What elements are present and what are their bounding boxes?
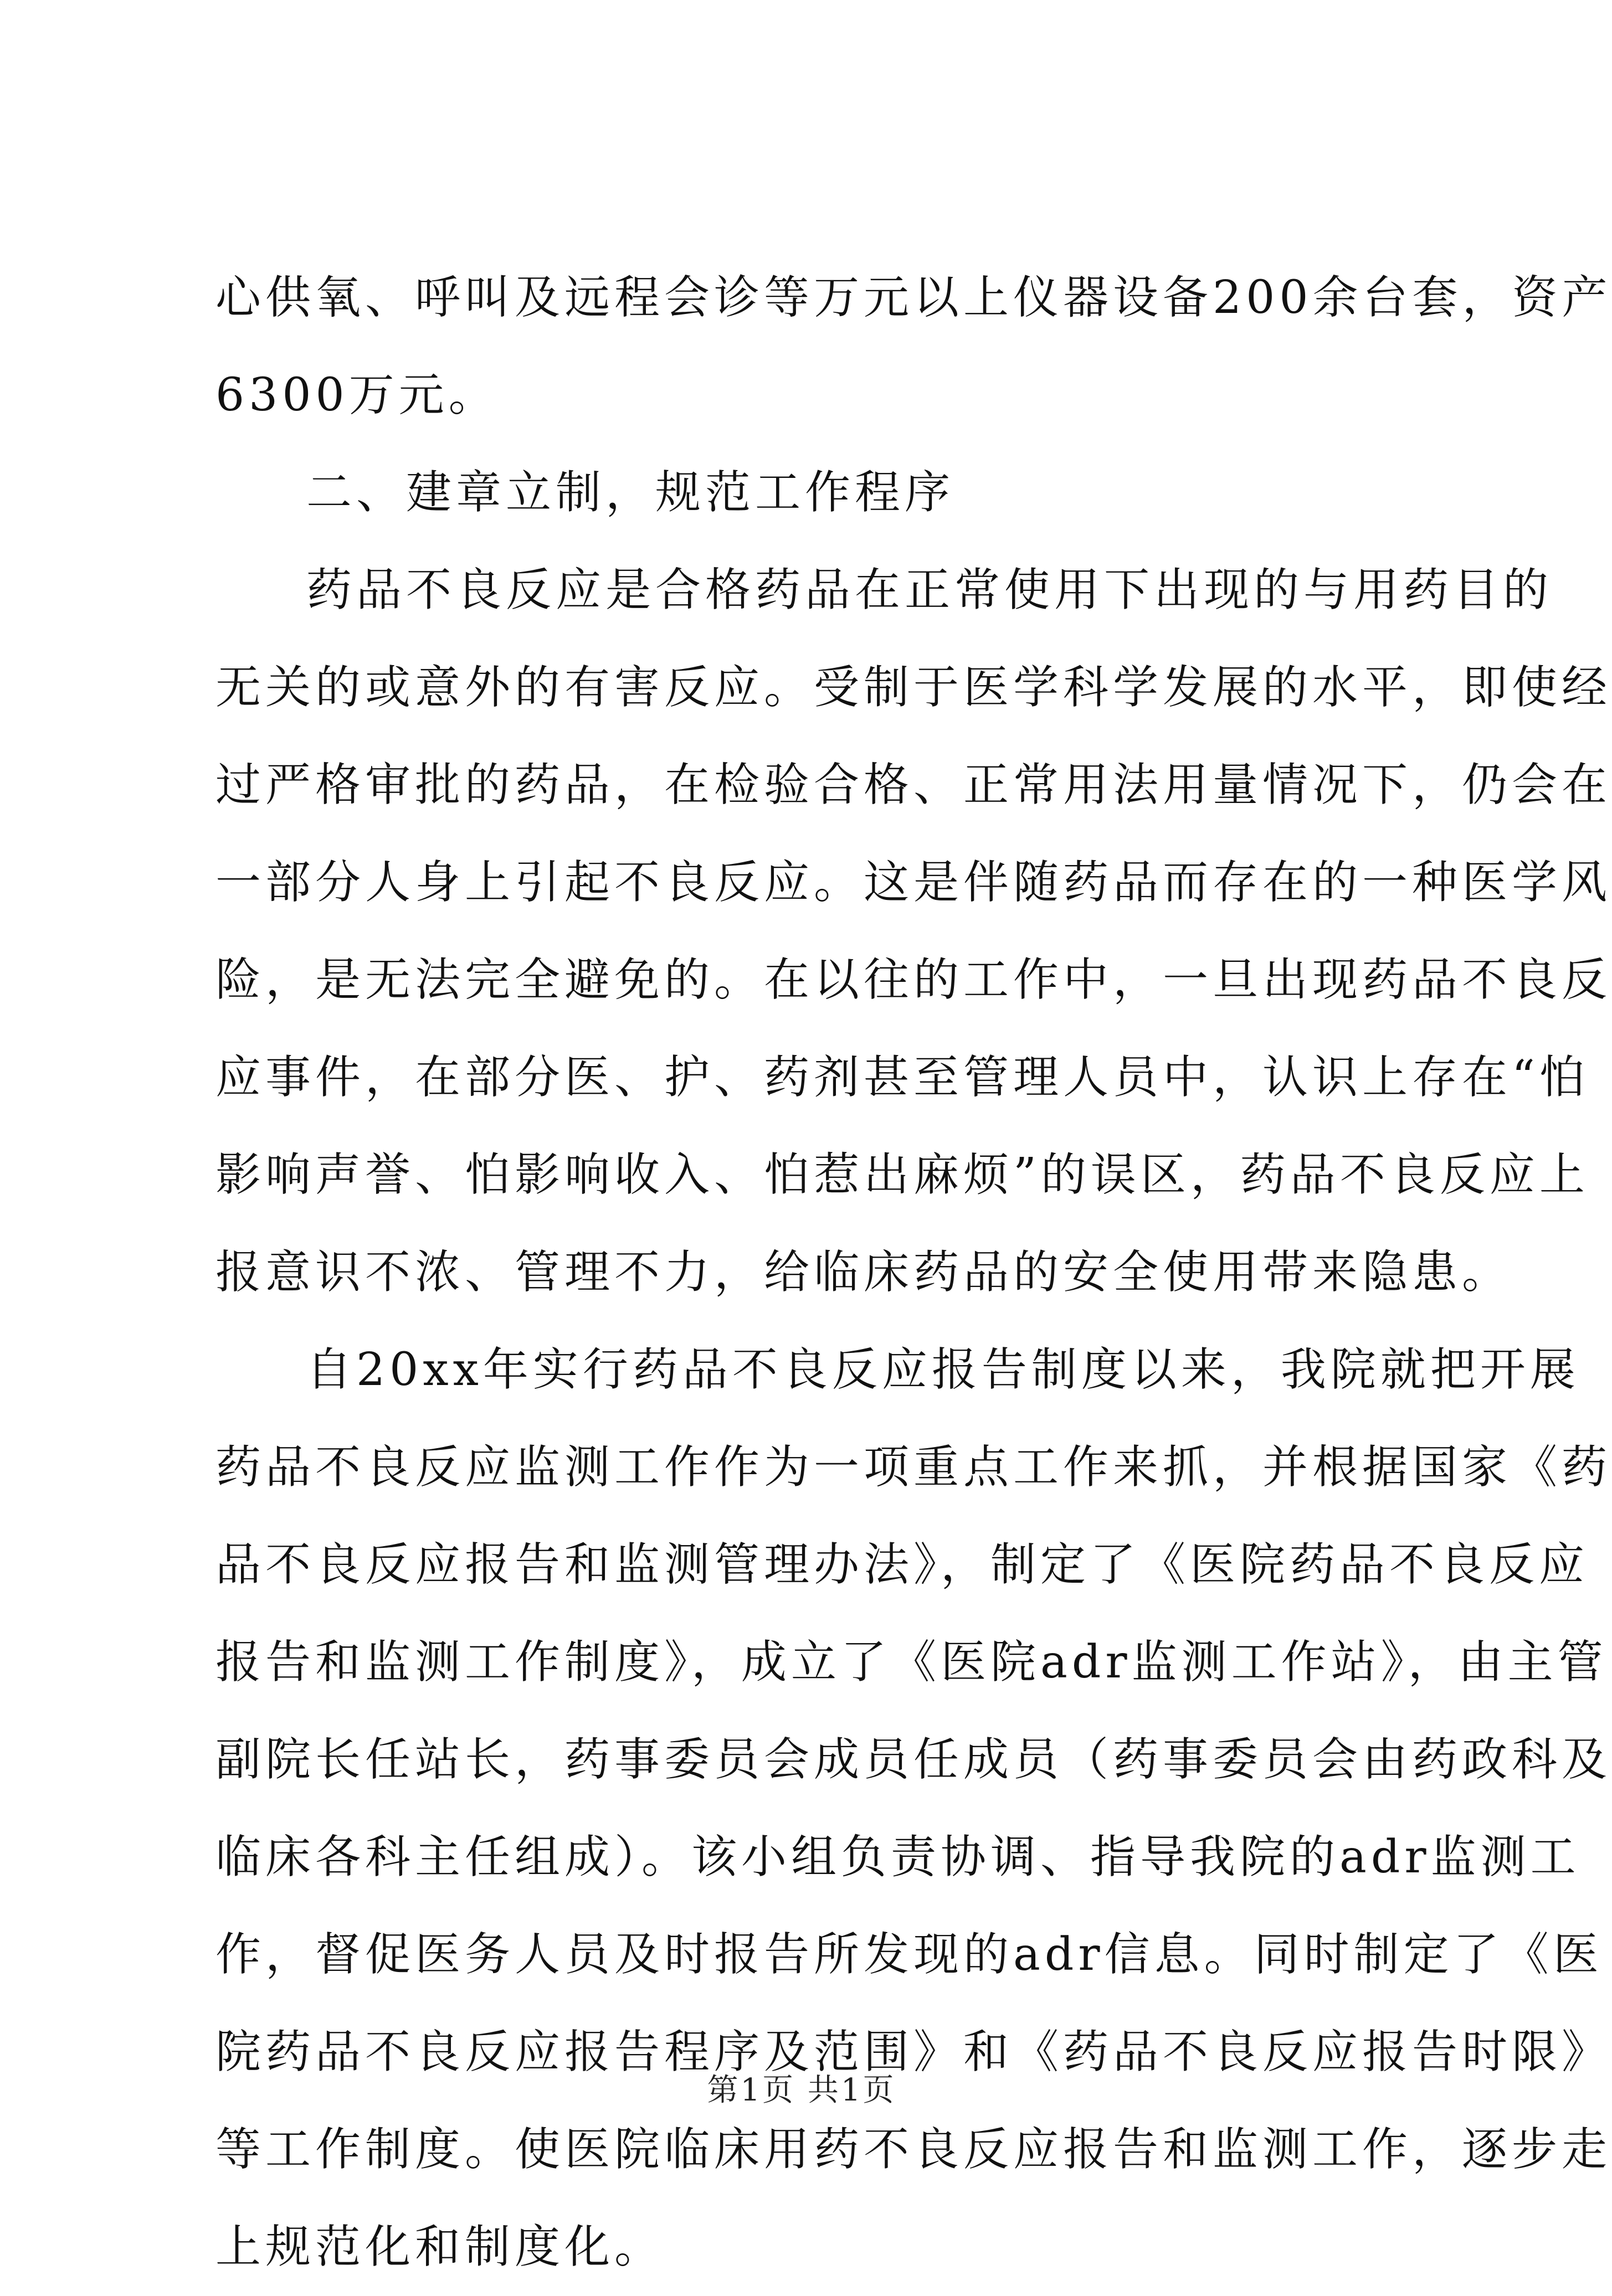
text-line: 等工作制度。使医院临床用药不良反应报告和监测工作，逐步走 xyxy=(215,2123,1612,2176)
text-line: 药品不良反应监测工作作为一项重点工作来抓，并根据国家《药 xyxy=(215,1441,1612,1494)
text-line: 药品不良反应是合格药品在正常使用下出现的与用药目的 xyxy=(306,564,1553,616)
text-line: 报意识不浓、管理不力，给临床药品的安全使用带来隐患。 xyxy=(215,1246,1512,1299)
document-body xyxy=(215,249,1612,2296)
text-line: 应事件，在部分医、护、药剂甚至管理人员中，认识上存在“怕 xyxy=(215,1051,1589,1104)
text-line: 过严格审批的药品，在检验合格、正常用法用量情况下，仍会在 xyxy=(215,759,1612,811)
text-line: 副院长任站长，药事委员会成员任成员（药事委员会由药政科及 xyxy=(215,1733,1612,1786)
text-line: 报告和监测工作制度》，成立了《医院adr监测工作站》，由主管 xyxy=(215,1636,1608,1688)
text-line: 无关的或意外的有害反应。受制于医学科学发展的水平，即使经 xyxy=(215,661,1612,714)
text-line: 6300万元。 xyxy=(215,369,499,421)
text-line: 上规范化和制度化。 xyxy=(215,2221,665,2273)
text-line: 临床各科主任组成）。该小组负责协调、指导我院的adr监测工 xyxy=(215,1831,1580,1883)
section-heading: 二、建章立制，规范工作程序 xyxy=(306,466,955,519)
text-line: 一部分人身上引起不良反应。这是伴随药品而存在的一种医学风 xyxy=(215,856,1612,909)
text-line: 险，是无法完全避免的。在以往的工作中，一旦出现药品不良反 xyxy=(215,954,1612,1006)
text-line: 影响声誉、怕影响收入、怕惹出麻烦”的误区，药品不良反应上 xyxy=(215,1149,1589,1201)
page-footer: 第1页 共1页 xyxy=(707,2072,896,2108)
text-line: 品不良反应报告和监测管理办法》，制定了《医院药品不良反应 xyxy=(215,1538,1589,1591)
text-line: 作，督促医务人员及时报告所发现的adr信息。同时制定了《医 xyxy=(215,1928,1603,1981)
text-line: 自20xx年实行药品不良反应报告制度以来，我院就把开展 xyxy=(306,1343,1580,1396)
text-line: 院药品不良反应报告程序及范围》和《药品不良反应报告时限》 xyxy=(215,2026,1612,2078)
text-line: 心供氧、呼叫及远程会诊等万元以上仪器设备200余台套，资产 xyxy=(215,271,1612,324)
